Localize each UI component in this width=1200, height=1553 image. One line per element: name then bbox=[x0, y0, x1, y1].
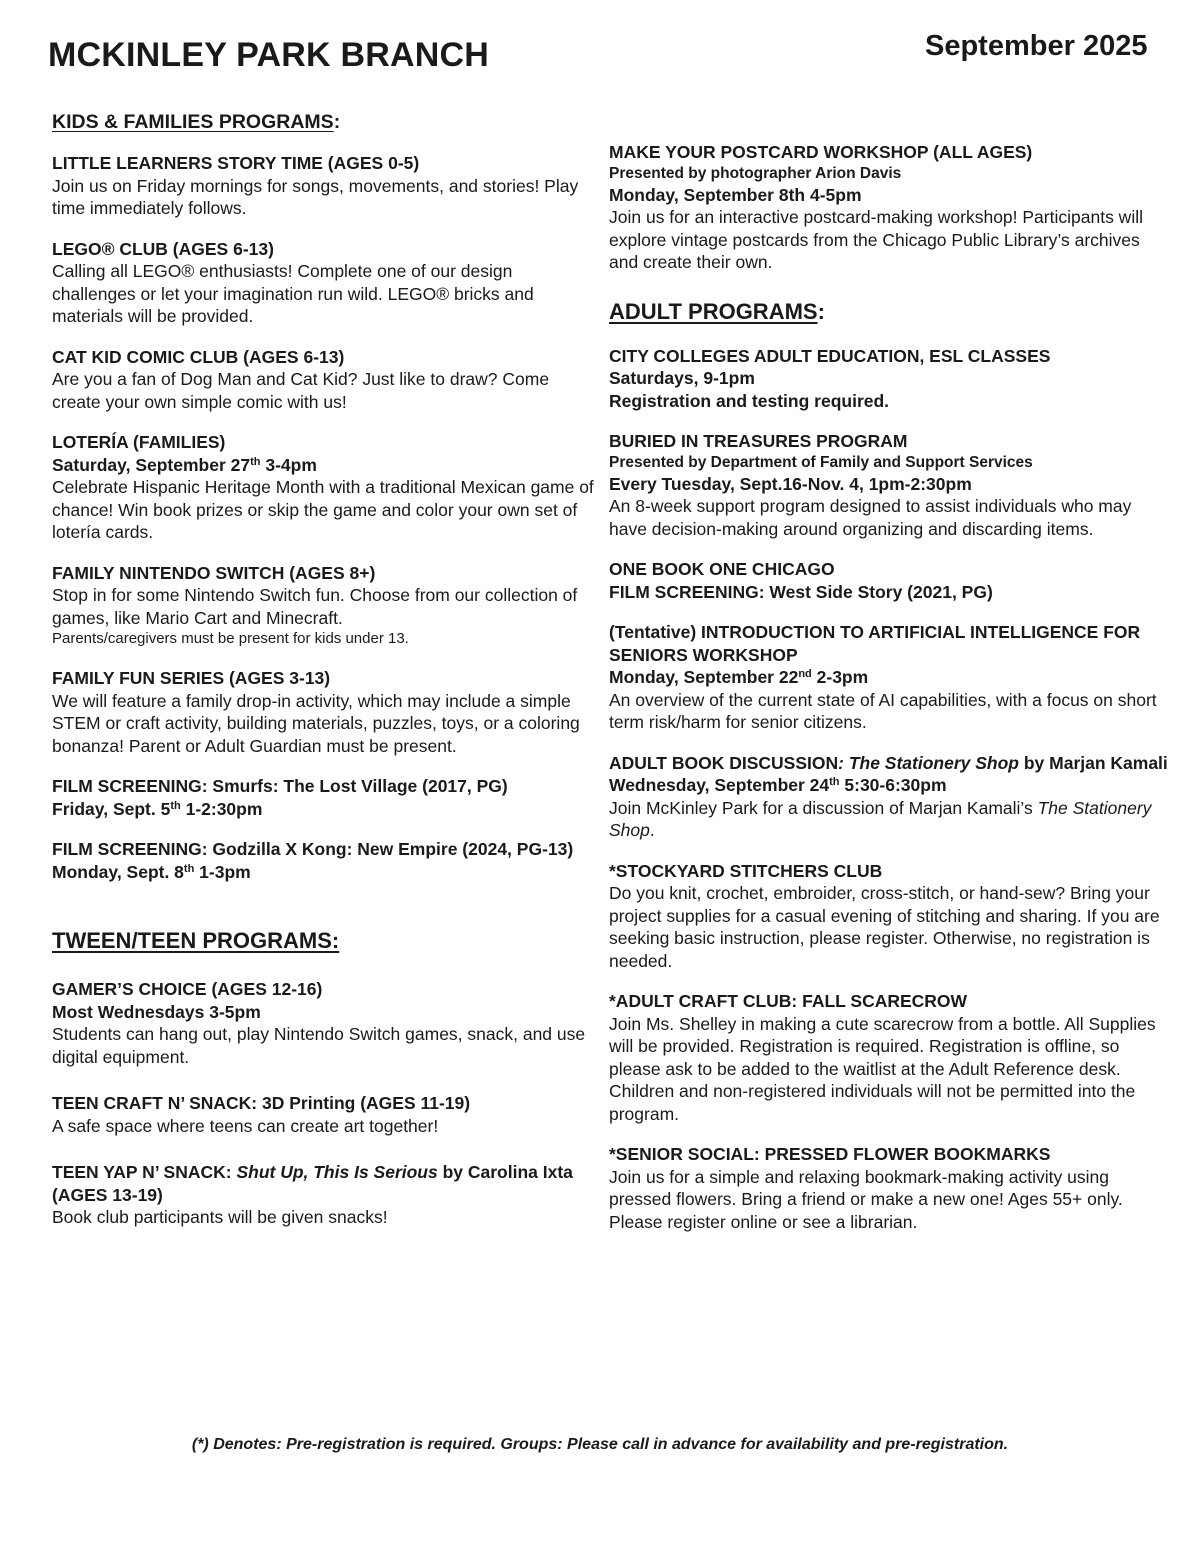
program-title: GAMER’S CHOICE (AGES 12-16) bbox=[52, 979, 323, 999]
teen-section-heading: TWEEN/TEEN PROGRAMS: bbox=[52, 928, 340, 953]
program-title: BURIED IN TREASURES PROGRAM bbox=[609, 431, 908, 451]
program-description: Join Ms. Shelley in making a cute scarecrow from a bottle. All Supplies will be provided. Registration is required. Registration is offline, so please ask to be added to the waitlist at the Adult Reference desk. Children and non-registered individuals will not be permitted into the program. bbox=[609, 1013, 1156, 1124]
month-label: September 2025 bbox=[925, 30, 1148, 62]
program-description: A safe space where teens can create art together! bbox=[52, 1115, 439, 1136]
program-title: *STOCKYARD STITCHERS CLUB bbox=[609, 860, 883, 881]
program-title: TEEN CRAFT N’ SNACK: 3D Printing (AGES 11-19) bbox=[52, 1093, 471, 1113]
program-description: Celebrate Hispanic Heritage Month with a traditional Mexican game of chance! Win book prizes or skip the game and color your own set of lotería cards. bbox=[52, 477, 594, 542]
program-description: Join us for a simple and relaxing bookmark-making activity using pressed flowers. Bring a friend or make a new one! Ages 55+ only. Please register online or see a librarian. bbox=[609, 1166, 1123, 1232]
branch-title: MCKINLEY PARK BRANCH bbox=[48, 36, 489, 74]
program-title: *ADULT CRAFT CLUB: FALL SCARECROW bbox=[609, 991, 968, 1011]
program-little-learners bbox=[52, 152, 597, 220]
program-title: ADULT BOOK DISCUSSION: The Stationery Shop by Marjan Kamali bbox=[609, 752, 1168, 773]
program-teen-craft bbox=[52, 1092, 597, 1137]
program-description: Students can hang out, play Nintendo Switch games, snack, and use digital equipment. bbox=[52, 1024, 586, 1067]
program-title: ONE BOOK ONE CHICAGO bbox=[609, 559, 835, 579]
program-family-nintendo-switch bbox=[52, 562, 597, 650]
program-description: An overview of the current state of AI capabilities, with a focus on short term risk/harm for senior citizens. bbox=[609, 689, 1157, 732]
program-description: Join us on Friday mornings for songs, movements, and stories! Play time immediately follows. bbox=[52, 175, 579, 218]
program-title: CITY COLLEGES ADULT EDUCATION, ESL CLASSES bbox=[609, 345, 1051, 366]
program-description: Stop in for some Nintendo Switch fun. Choose from our collection of games, like Mario Cart and Minecraft. bbox=[52, 585, 578, 628]
program-title: MAKE YOUR POSTCARD WORKSHOP (ALL AGES) bbox=[609, 142, 1033, 162]
program-family-fun-series bbox=[52, 667, 597, 757]
program-teen-yap bbox=[52, 1161, 597, 1229]
program-title: FAMILY NINTENDO SWITCH (AGES 8+) bbox=[52, 562, 376, 583]
program-stockyard-stitchers bbox=[609, 860, 1169, 973]
program-film-godzilla bbox=[52, 838, 597, 883]
program-title: TEEN YAP N’ SNACK: Shut Up, This Is Serious by Carolina Ixta (AGES 13-19) bbox=[52, 1162, 573, 1205]
program-title: *SENIOR SOCIAL: PRESSED FLOWER BOOKMARKS bbox=[609, 1144, 1051, 1164]
program-cat-kid-comic-club bbox=[52, 346, 597, 414]
adult-section-heading: ADULT PROGRAMS: bbox=[609, 298, 825, 324]
program-buried-in-treasures bbox=[609, 430, 1169, 540]
program-presenter: Presented by photographer Arion Davis bbox=[609, 164, 902, 182]
program-presenter: Presented by Department of Family and Support Services bbox=[609, 453, 1033, 471]
program-date: Most Wednesdays 3-5pm bbox=[52, 1001, 261, 1022]
kids-section-heading: KIDS & FAMILIES PROGRAMS: bbox=[52, 111, 341, 133]
program-adult-book-discussion bbox=[609, 752, 1169, 842]
program-note: Registration and testing required. bbox=[609, 390, 890, 411]
program-loteria bbox=[52, 431, 597, 544]
program-description: An 8-week support program designed to assist individuals who may have decision-making around organizing and discarding items. bbox=[609, 496, 1132, 539]
program-description: Are you a fan of Dog Man and Cat Kid? Just like to draw? Come create your own simple comic with us! bbox=[52, 369, 550, 412]
program-lego-club bbox=[52, 238, 597, 328]
footer-note: (*) Denotes: Pre-registration is required. Groups: Please call in advance for availability and pre-registration. bbox=[191, 1436, 1009, 1453]
program-title: FILM SCREENING: Godzilla X Kong: New Empire (2024, PG-13) Monday, Sept. 8th 1-3pm bbox=[52, 839, 574, 882]
program-title: LITTLE LEARNERS STORY TIME (AGES 0-5) bbox=[52, 153, 420, 173]
program-film-smurfs bbox=[52, 775, 597, 820]
program-description: Do you knit, crochet, embroider, cross-stitch, or hand-sew? Bring your project supplies for a casual evening of stitching and sharing. If you are seeking basic instruction, please register. Otherwise, no registration is needed. bbox=[609, 883, 1160, 971]
program-fall-scarecrow bbox=[609, 990, 1169, 1125]
program-gamers-choice bbox=[52, 978, 597, 1068]
program-one-book-one-chicago bbox=[609, 558, 1169, 603]
right-column bbox=[609, 141, 1169, 1251]
program-postcard-workshop bbox=[609, 141, 1169, 274]
program-description: Book club participants will be given snacks! bbox=[52, 1207, 388, 1227]
program-ai-workshop bbox=[609, 621, 1169, 734]
program-description: Join McKinley Park for a discussion of Marjan Kamali’s The Stationery Shop. bbox=[609, 797, 1152, 840]
program-description: Join us for an interactive postcard-making workshop! Participants will explore vintage postcards from the Chicago Public Library’s archives and create their own. bbox=[609, 207, 1143, 272]
program-note: Parents/caregivers must be present for kids under 13. bbox=[52, 630, 409, 647]
program-title: LOTERÍA (FAMILIES) bbox=[52, 432, 226, 452]
program-date: Monday, September 8th 4-5pm bbox=[609, 184, 862, 205]
program-esl-classes bbox=[609, 345, 1169, 413]
program-title: CAT KID COMIC CLUB (AGES 6-13) bbox=[52, 346, 345, 367]
program-date: Wednesday, September 24th 5:30-6:30pm bbox=[609, 775, 947, 795]
program-date: Saturdays, 9-1pm bbox=[609, 368, 755, 388]
program-date: Friday, Sept. 5th 1-2:30pm bbox=[52, 798, 263, 819]
program-title: FILM SCREENING: Smurfs: The Lost Village (2017, PG) bbox=[52, 776, 508, 796]
program-description: We will feature a family drop-in activity, which may include a simple STEM or craft activity, building materials, puzzles, toys, or a coloring bonanza! Parent or Adult Guardian must be present. bbox=[52, 690, 580, 756]
program-senior-social bbox=[609, 1143, 1169, 1233]
program-title: (Tentative) INTRODUCTION TO ARTIFICIAL INTELLIGENCE FOR SENIORS WORKSHOP bbox=[609, 622, 1141, 665]
program-title: LEGO® CLUB (AGES 6-13) bbox=[52, 238, 274, 259]
program-date: Saturday, September 27th 3-4pm bbox=[52, 454, 317, 475]
program-date: Monday, September 22nd 2-3pm bbox=[609, 667, 869, 687]
program-subtitle: FILM SCREENING: West Side Story (2021, PG) bbox=[609, 581, 993, 602]
program-title: FAMILY FUN SERIES (AGES 3-13) bbox=[52, 668, 331, 688]
left-column bbox=[52, 110, 597, 1247]
program-date: Every Tuesday, Sept.16-Nov. 4, 1pm-2:30pm bbox=[609, 473, 972, 494]
program-description: Calling all LEGO® enthusiasts! Complete one of our design challenges or let your imagination run wild. LEGO® bricks and materials will be provided. bbox=[52, 261, 534, 326]
